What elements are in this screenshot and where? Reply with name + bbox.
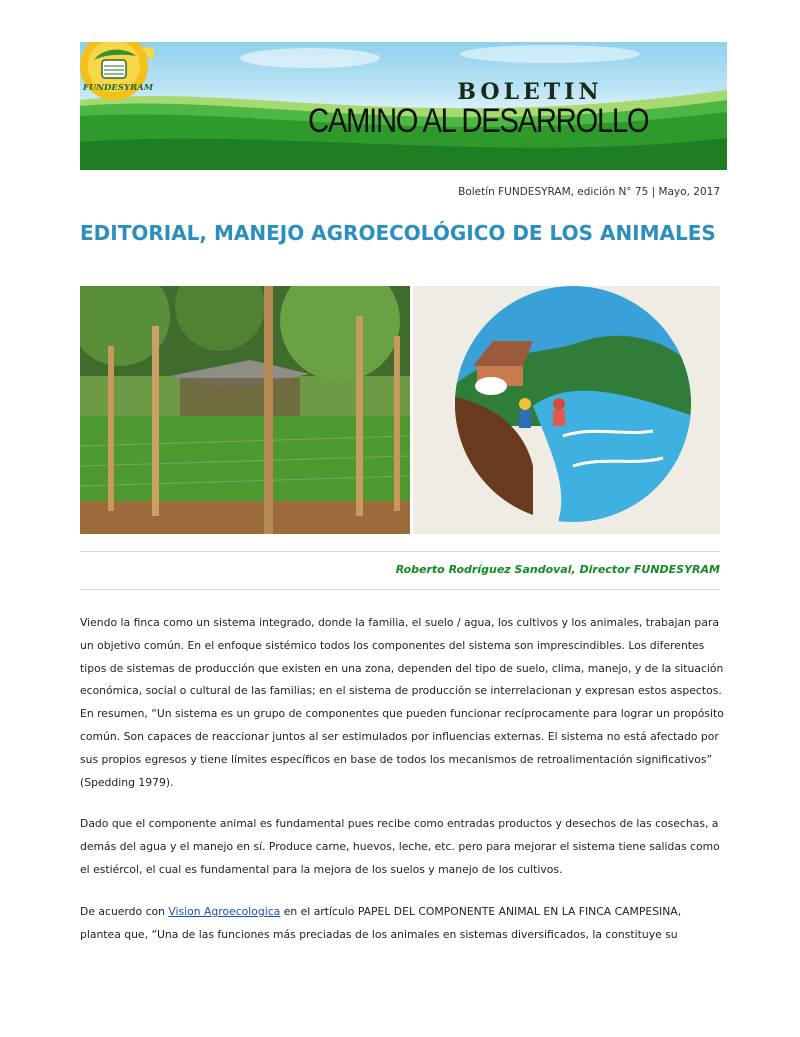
article-body-2 <box>80 813 725 881</box>
painting-farm-landscape <box>413 286 720 534</box>
banner-title-big: CAMINO AL DESARROLLO <box>308 102 649 140</box>
vision-agroecologica-link[interactable]: Vision Agroecologica <box>168 905 281 918</box>
paragraph-2: Dado que el componente animal es fundamental pues recibe como entradas productos y desechos de las cosechas, a demás del agua y el manejo en sí. Produce carne, huevos, leche, etc. pero para mejorar el sistema tiene salidas como el estiércol, el cual es fundamental para la mejora de los suelos y manejo de los cultivos. <box>80 817 720 876</box>
paragraph-3-rest: en el artículo PAPEL DEL COMPONENTE ANIMAL EN LA FINCA CAMPESINA, plantea que, “Una de las funciones más preciadas de los animales en sistemas diversificados, la constituye su <box>80 905 682 941</box>
article-author: Roberto Rodríguez Sandoval, Director FUNDESYRAM <box>395 563 720 576</box>
article-body <box>80 612 725 794</box>
paragraph-3-lead: De acuerdo con <box>80 905 169 918</box>
article-title: EDITORIAL, MANEJO AGROECOLÓGICO DE LOS ANIMALES <box>80 221 716 245</box>
fundesyram-logo <box>80 42 154 102</box>
photo-animal-pen <box>80 286 410 534</box>
divider-bottom <box>80 589 720 590</box>
edition-line: Boletín FUNDESYRAM, edición N° 75 | Mayo, 2017 <box>458 186 720 198</box>
paragraph-1: Viendo la finca como un sistema integrado, donde la familia, el suelo / agua, los cultivos y los animales, trabajan para un objetivo común. En el enfoque sistémico todos los componentes del sistema son imprescindibles. Los diferentes tipos de sistemas de producción que existen en una zona, dependen del tipo de suelo, clima, manejo, y de la situación económica, social o cultural de las familias; en el sistema de producción se interrelacionan y expresan estos aspectos. En resumen, “Un sistema es un grupo de componentes que pueden funcionar recíprocamente para lograr un propósito común. Son capaces de reaccionar juntos al ser estimulados por influencias externas. El sistema no está afectado por sus propios egresos y tiene límites específicos en base de todos los mecanismos de retroalimentación significativos” (Spedding 1979). <box>80 616 724 789</box>
article-body-3 <box>80 901 725 947</box>
newsletter-banner <box>80 42 727 170</box>
banner-title-small: BOLETIN <box>457 79 603 105</box>
paragraph-3 <box>80 901 725 947</box>
logo-wordmark: FUNDESYRAM <box>82 83 154 93</box>
divider-top <box>80 551 720 552</box>
